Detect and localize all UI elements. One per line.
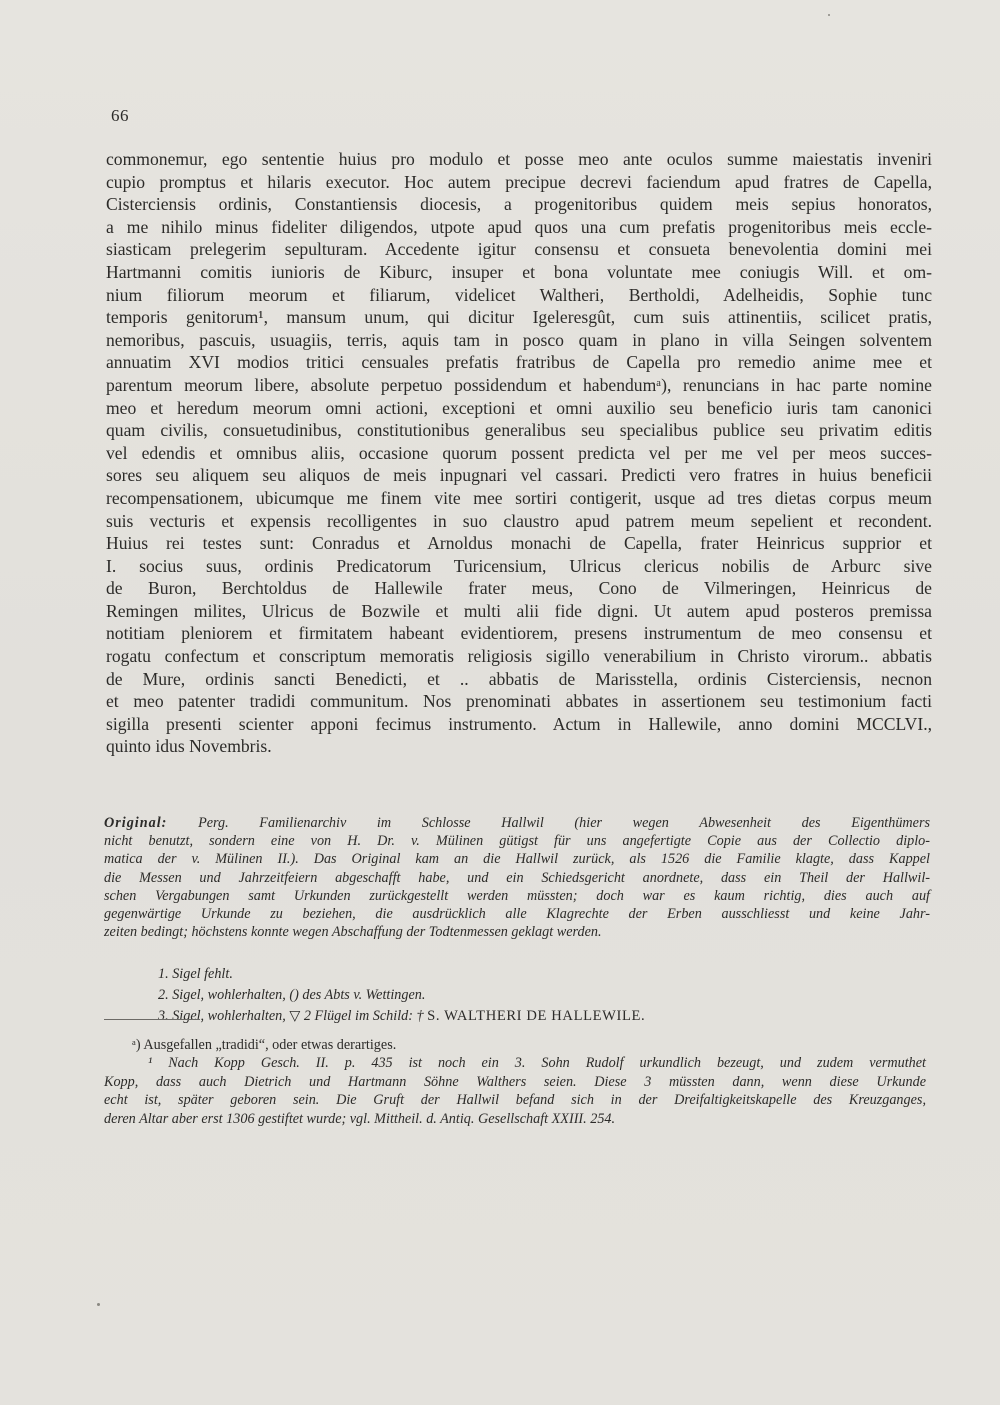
text-line: rogatu confectum et conscriptum memoratis religiosis sigillo venerabilium in Christo virorum.. abbatis bbox=[106, 646, 932, 667]
text-line: notitiam pleniorem et firmitatem habeant evidentiorem, presens instrumentum de meo consensu et bbox=[106, 623, 932, 644]
notes-line: schen Vergabungen samt Urkunden zurückgestellt werden müssten; doch war es kaum richtig, dies auch auf bbox=[104, 887, 930, 904]
footnote-1-line: Kopp, dass auch Dietrich und Hartmann Söhne Walthers seien. Diese 3 müssten dann, wenn diese Urkunde bbox=[104, 1073, 926, 1090]
footnote-divider bbox=[104, 1019, 200, 1020]
seal-item bbox=[158, 1006, 858, 1027]
notes-line: die Messen und Jahrzeitfeiern abgeschafft habe, und ein Schiedsgericht anordnete, dass ein Theil der Hallwil- bbox=[104, 869, 930, 886]
footnote-1-line: deren Altar aber erst 1306 gestiftet wurde; vgl. Mittheil. d. Antiq. Gesellschaft XXIII. 254. bbox=[104, 1110, 616, 1127]
text-line: sores seu aliquem seu aliquos de meis inpugnari vel cassari. Predicti vero fratres in huius beneficii bbox=[106, 465, 932, 486]
text-line: Cisterciensis ordinis, Constantiensis diocesis, a progenitoribus quidem meis sepius honoratos, bbox=[106, 194, 932, 215]
charter-text bbox=[106, 148, 932, 758]
text-line: quam civilis, consuetudinibus, constitutionibus generalibus seu specialibus publice seu privatim editis bbox=[106, 420, 932, 441]
seal-text: 3. Sigel, wohlerhalten, ▽ 2 Flügel im Schild: † bbox=[158, 1008, 428, 1024]
text-line: siasticam prelegerim sepulturam. Accedente igitur consensu et consueta benevolentia domini mei bbox=[106, 239, 932, 260]
notes-line: matica der v. Mülinen II.). Das Original kam an die Hallwil zurück, als 1526 die Familie klagte, dass Kappel bbox=[104, 851, 930, 868]
footnotes bbox=[104, 1036, 926, 1128]
text-line: cupio promptus et hilaris executor. Hoc autem precipue decrevi faciendum apud fratres de Capella, bbox=[106, 171, 932, 192]
text-line: de Mure, ordinis sancti Benedicti, et .. abbatis de Marisstella, ordinis Cisterciensis, necnon bbox=[106, 668, 932, 689]
seal-inscription: S. WALTHERI DE HALLEWILE. bbox=[427, 1008, 646, 1024]
text-line: Remingen milites, Ulricus de Bozwile et multi alii fide digni. Ut autem apud posteros premissa bbox=[106, 600, 932, 621]
seal-item bbox=[158, 964, 858, 985]
seal-text: 1. Sigel fehlt. bbox=[158, 966, 233, 982]
text-line: temporis genitorum¹, mansum unum, qui dicitur Igeleresgût, cum suis attinentiis, scilicet pratis, bbox=[106, 307, 932, 328]
notes-line: nicht benutzt, sondern eine von H. Dr. v. Mülinen gütigst für uns angefertigte Copie aus der Collectio diplo- bbox=[104, 833, 930, 850]
text-line: annuatim XVI modios tritici censuales prefatis fratribus de Capella pro remedio anime mee et bbox=[106, 352, 932, 373]
text-line: sigilla presenti scienter apponi fecimus instrumento. Actum in Hallewile, anno domini MCCLVI., bbox=[106, 713, 932, 734]
text-line: I. socius suus, ordinis Predicatorum Turicensium, Ulricus clericus nobilis de Arburc sive bbox=[106, 555, 932, 576]
text-line: de Buron, Berchtoldus de Hallewile frater meus, Cono de Vilmeringen, Heinricus de bbox=[106, 578, 932, 599]
text-line: vel edendis et omnibus aliis, occasione quorum possent predicta vel per me vel per meos succes- bbox=[106, 442, 932, 463]
scan-speck bbox=[828, 14, 830, 16]
text-line: a me nihilo minus fideliter diligendos, utpote apud quos una cum prefatis progenitoribus meis eccle- bbox=[106, 216, 932, 237]
seal-item bbox=[158, 985, 858, 1006]
notes-line: zeiten bedingt; höchstens konnte wegen Abschaffung der Todtenmessen geklagt werden. bbox=[104, 924, 602, 941]
text-line: nemoribus, pascuis, usuagiis, terris, aquis tam in posco quam in plano in villa Seingen solventem bbox=[106, 329, 932, 350]
footnote-a: ᵃ) Ausgefallen „tradidi“, oder etwas derartiges. bbox=[132, 1037, 397, 1053]
text-line: suis vecturis et expensis recolligentes in suo claustro apud patrem meum sepelient et recondent. bbox=[106, 510, 932, 531]
notes-line: gegenwärtige Urkunde zu beziehen, die ausdrücklich alle Klagrechte der Erben ausschliesst und keine Jahr- bbox=[104, 906, 930, 923]
text-line: parentum meorum libere, absolute perpetuo possidendum et habendumᵃ), renuncians in hac parte nomine bbox=[106, 374, 932, 395]
seal-list bbox=[158, 964, 858, 1027]
footnote-1-line: ¹ Nach Kopp Gesch. II. p. 435 ist noch ein 3. Sohn Rudolf urkundlich bezeugt, und zudem vermuthet bbox=[148, 1055, 926, 1072]
text-line: nium filiorum meorum et filiarum, videlicet Waltheri, Bertholdi, Adelheidis, Sophie tunc bbox=[106, 284, 932, 305]
text-line: et meo patenter tradidi communitum. Nos prenominati abbates in assertionem seu testimonium facti bbox=[106, 691, 932, 712]
notes-line bbox=[104, 814, 930, 832]
text-line: Hartmanni comitis iunioris de Kiburc, insuper et bona voluntate mee coniugis Will. et om- bbox=[106, 261, 932, 282]
scan-speck bbox=[97, 1303, 100, 1306]
notes-text: Perg. Familienarchiv im Schlosse Hallwil (hier wegen Abwesenheit des Eigenthümers bbox=[198, 815, 931, 831]
notes-label: Original: bbox=[104, 815, 168, 831]
text-line: Huius rei testes sunt: Conradus et Arnoldus monachi de Capella, frater Heinricus supprior et bbox=[106, 533, 932, 554]
page-number: 66 bbox=[111, 106, 129, 125]
footnote-1-line: echt ist, später geboren sein. Die Gruft der Hallwil befand sich in der Dreifaltigkeitskapelle des Kreuzganges, bbox=[104, 1092, 926, 1109]
text-line: recompensationem, ubicumque me finem vite mee sortiri contigerit, usque ad tres dietas corpus meum bbox=[106, 487, 932, 508]
source-notes bbox=[104, 814, 930, 941]
text-line: commonemur, ego sententie huius pro modulo et posse meo ante oculos summe maiestatis inveniri bbox=[106, 149, 932, 169]
seal-text: 2. Sigel, wohlerhalten, () des Abts v. Wettingen. bbox=[158, 987, 426, 1003]
text-line: meo et heredum meorum omni actioni, exceptioni et omni auxilio seu beneficio iuris tam canonici bbox=[106, 397, 932, 418]
text-line: quinto idus Novembris. bbox=[106, 736, 272, 757]
